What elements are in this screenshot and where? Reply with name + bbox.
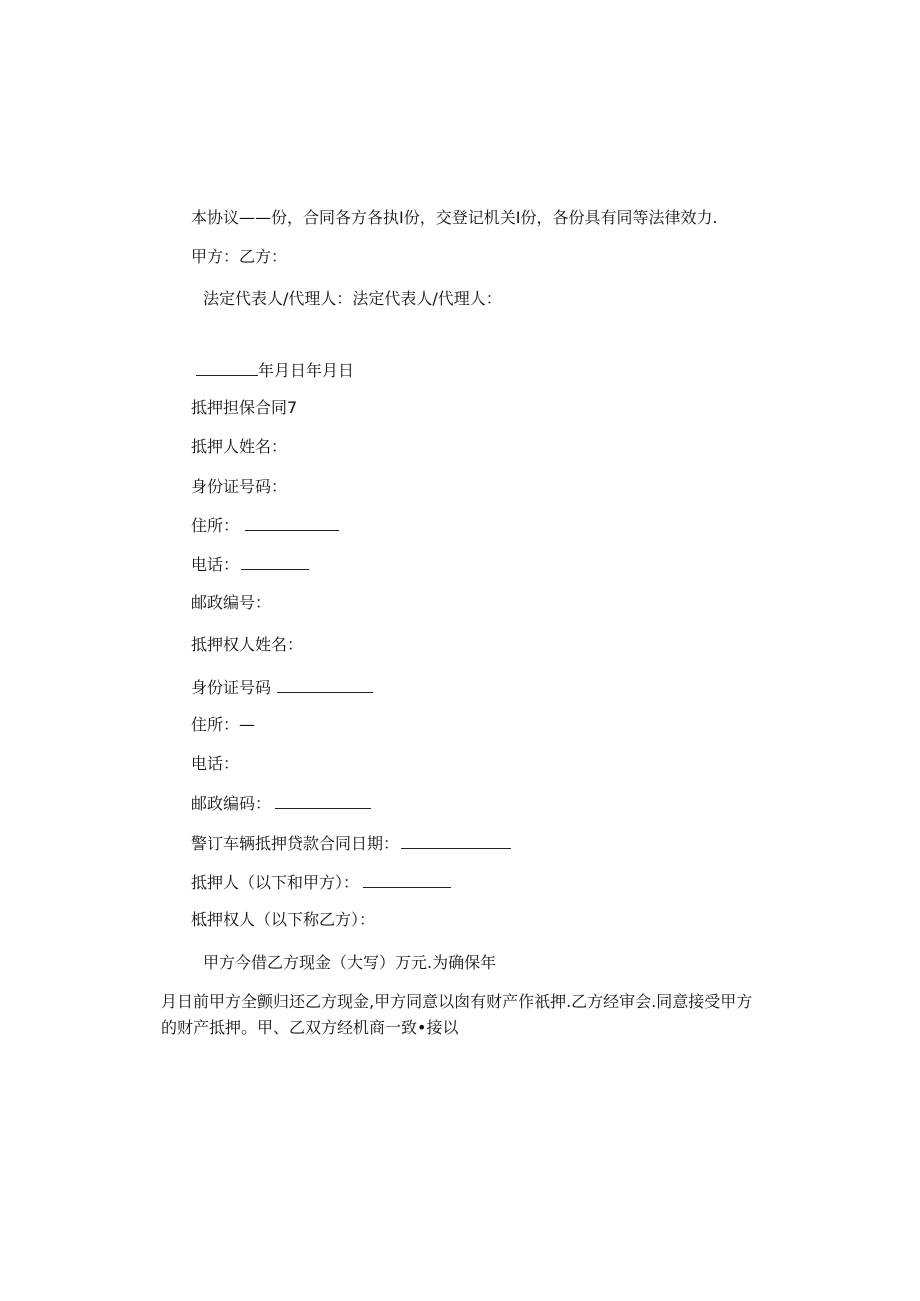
mortgagor-party-line [191, 872, 451, 893]
mortgagee-id-line [191, 677, 373, 698]
mortgagor-phone-line [191, 554, 309, 575]
loan-clause-line: 甲方今借乙方现金（大写）万元.为确保年 [203, 953, 497, 972]
mortgagor-address-label: 住所： [191, 516, 240, 535]
mortgagee-postcode-blank [275, 793, 371, 809]
mortgagee-party-line: 柢押权人（以下称乙方）： [191, 910, 376, 929]
contract-title: 抵押担保合同7 [191, 398, 298, 417]
date-line [196, 360, 354, 381]
mortgagee-id-label: 身份证号码 [191, 678, 272, 697]
mortgagee-postcode-line [191, 793, 371, 814]
mortgagor-postcode-line: 邮政编号： [191, 593, 272, 612]
mortgagee-phone-line: 电话： [191, 754, 240, 773]
mortgagee-postcode-label: 邮政编码： [191, 794, 272, 813]
mortgagee-name-line: 抵押权人姓名： [191, 635, 304, 654]
agreement-copies-line: 本协议——份，合同各方各执I份，交登记机关I份，各份具有同等法律效力. [191, 208, 718, 227]
mortgagor-address-line [191, 515, 339, 536]
sign-date-line [191, 833, 511, 854]
sign-date-blank [401, 833, 511, 849]
date-suffix: 年月日年月日 [258, 361, 355, 380]
mortgagor-name-line: 抵押人姓名： [191, 437, 288, 456]
mortgagor-party-blank [363, 872, 451, 888]
mortgagor-address-blank [245, 515, 339, 531]
mortgagor-phone-label: 电话： [191, 555, 240, 574]
mortgagor-id-line: 身份证号码： [191, 477, 288, 496]
mortgagee-id-blank [277, 677, 373, 693]
mortgagee-address-line: 住所：— [191, 715, 256, 734]
mortgagor-party-label: 抵押人（以下和甲方）： [191, 873, 360, 892]
mortgagor-phone-blank [241, 554, 309, 570]
party-ab-line: 甲方：乙方： [191, 247, 288, 266]
sign-date-label: 警订车辆抵押贷款合同日期： [191, 834, 400, 853]
date-blank [196, 360, 258, 376]
legal-reps-line: 法定代表人/代理人：法定代表人/代理人： [203, 289, 502, 308]
body-paragraph: 月日前甲方全颤归还乙方现金,甲方同意以囱有财产作祇押.乙方经审会.同意接受甲方的财产抵押。甲、乙双方经机商一致•接以 [161, 992, 753, 1037]
